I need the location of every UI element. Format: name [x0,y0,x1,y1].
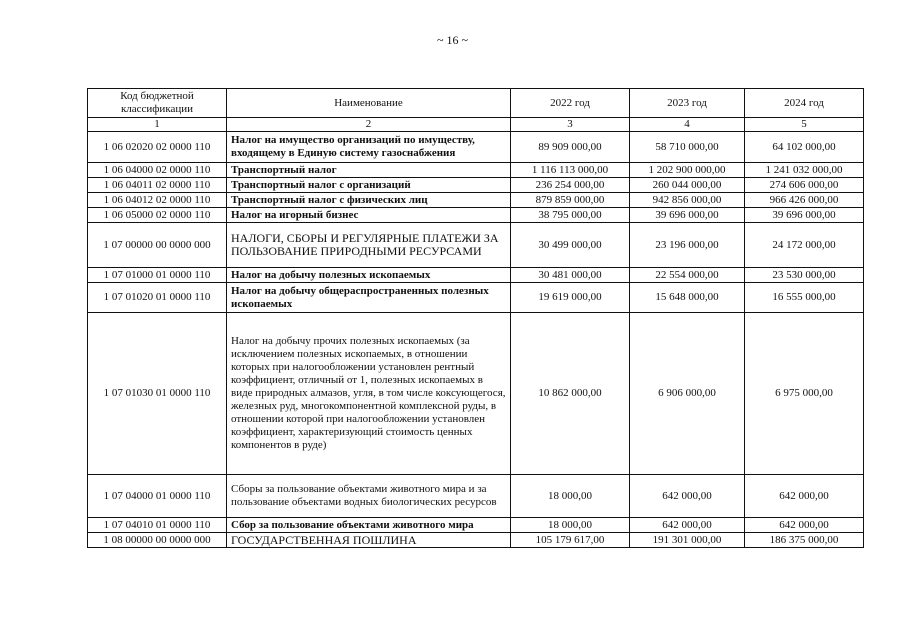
value-2024: 274 606 000,00 [745,178,864,193]
value-2022: 18 000,00 [511,518,630,533]
budget-code: 1 06 04011 02 0000 110 [88,178,227,193]
item-name: ГОСУДАРСТВЕННАЯ ПОШЛИНА [227,533,511,548]
value-2023: 642 000,00 [630,518,745,533]
value-2023: 58 710 000,00 [630,132,745,163]
value-2022: 1 116 113 000,00 [511,163,630,178]
value-2022: 89 909 000,00 [511,132,630,163]
item-name: Транспортный налог с организаций [227,178,511,193]
budget-code: 1 07 04010 01 0000 110 [88,518,227,533]
value-2022: 10 862 000,00 [511,313,630,475]
item-name: Налог на добычу прочих полезных ископаемых (за исключением полезных ископаемых, в отношении которых при налогообложении установлен рентный коэффициент, отличный от 1, полезных ископаемых в виде природных алмазов, угля, в том числе коксующегося, железных руд, многокомпонентной комплексной руды, в отношении которой при налогообложении установлен коэффициент, характеризующий стоимость ценных компонентов в руде) [227,313,511,475]
value-2024: 966 426 000,00 [745,193,864,208]
table-row [88,533,864,548]
header-code: Код бюджетной классификации [88,89,227,118]
table-row [88,313,864,475]
column-number: 5 [745,118,864,132]
table-row [88,283,864,313]
value-2023: 1 202 900 000,00 [630,163,745,178]
budget-code: 1 06 02020 02 0000 110 [88,132,227,163]
table-header-row [88,89,864,118]
value-2023: 191 301 000,00 [630,533,745,548]
table-row [88,208,864,223]
value-2022: 18 000,00 [511,475,630,518]
item-name: Сбор за пользование объектами животного мира [227,518,511,533]
table-row [88,193,864,208]
value-2024: 23 530 000,00 [745,268,864,283]
value-2024: 24 172 000,00 [745,223,864,268]
item-name: Транспортный налог [227,163,511,178]
budget-code: 1 07 00000 00 0000 000 [88,223,227,268]
budget-code: 1 06 04000 02 0000 110 [88,163,227,178]
value-2024: 6 975 000,00 [745,313,864,475]
item-name: Налог на игорный бизнес [227,208,511,223]
table-row [88,518,864,533]
value-2024: 1 241 032 000,00 [745,163,864,178]
item-name: Транспортный налог с физических лиц [227,193,511,208]
item-name: Сборы за пользование объектами животного мира и за пользование объектами водных биологических ресурсов [227,475,511,518]
budget-code: 1 07 01000 01 0000 110 [88,268,227,283]
value-2022: 879 859 000,00 [511,193,630,208]
column-number: 1 [88,118,227,132]
header-name: Наименование [227,89,511,118]
budget-code: 1 07 01030 01 0000 110 [88,313,227,475]
value-2023: 942 856 000,00 [630,193,745,208]
value-2024: 16 555 000,00 [745,283,864,313]
table-row [88,268,864,283]
budget-code: 1 07 01020 01 0000 110 [88,283,227,313]
column-number: 4 [630,118,745,132]
value-2023: 22 554 000,00 [630,268,745,283]
budget-code: 1 06 05000 02 0000 110 [88,208,227,223]
column-number: 3 [511,118,630,132]
value-2024: 642 000,00 [745,518,864,533]
value-2024: 186 375 000,00 [745,533,864,548]
value-2022: 19 619 000,00 [511,283,630,313]
value-2023: 642 000,00 [630,475,745,518]
budget-code: 1 06 04012 02 0000 110 [88,193,227,208]
header-2022: 2022 год [511,89,630,118]
value-2023: 6 906 000,00 [630,313,745,475]
value-2024: 39 696 000,00 [745,208,864,223]
value-2022: 30 481 000,00 [511,268,630,283]
column-number-row [88,118,864,132]
value-2023: 23 196 000,00 [630,223,745,268]
value-2023: 260 044 000,00 [630,178,745,193]
item-name: Налог на имущество организаций по имуществу, входящему в Единую систему газоснабжения [227,132,511,163]
value-2022: 105 179 617,00 [511,533,630,548]
value-2024: 642 000,00 [745,475,864,518]
table-row [88,475,864,518]
value-2024: 64 102 000,00 [745,132,864,163]
value-2022: 30 499 000,00 [511,223,630,268]
value-2022: 236 254 000,00 [511,178,630,193]
item-name: Налог на добычу полезных ископаемых [227,268,511,283]
header-2024: 2024 год [745,89,864,118]
item-name: НАЛОГИ, СБОРЫ И РЕГУЛЯРНЫЕ ПЛАТЕЖИ ЗА ПОЛЬЗОВАНИЕ ПРИРОДНЫМИ РЕСУРСАМИ [227,223,511,268]
value-2023: 15 648 000,00 [630,283,745,313]
table-row [88,132,864,163]
budget-revenue-table [87,88,864,548]
table-row [88,163,864,178]
page-number: ~ 16 ~ [437,33,468,47]
table-row [88,223,864,268]
table-row [88,178,864,193]
item-name: Налог на добычу общераспространенных полезных ископаемых [227,283,511,313]
budget-code: 1 07 04000 01 0000 110 [88,475,227,518]
value-2022: 38 795 000,00 [511,208,630,223]
value-2023: 39 696 000,00 [630,208,745,223]
header-2023: 2023 год [630,89,745,118]
column-number: 2 [227,118,511,132]
budget-code: 1 08 00000 00 0000 000 [88,533,227,548]
